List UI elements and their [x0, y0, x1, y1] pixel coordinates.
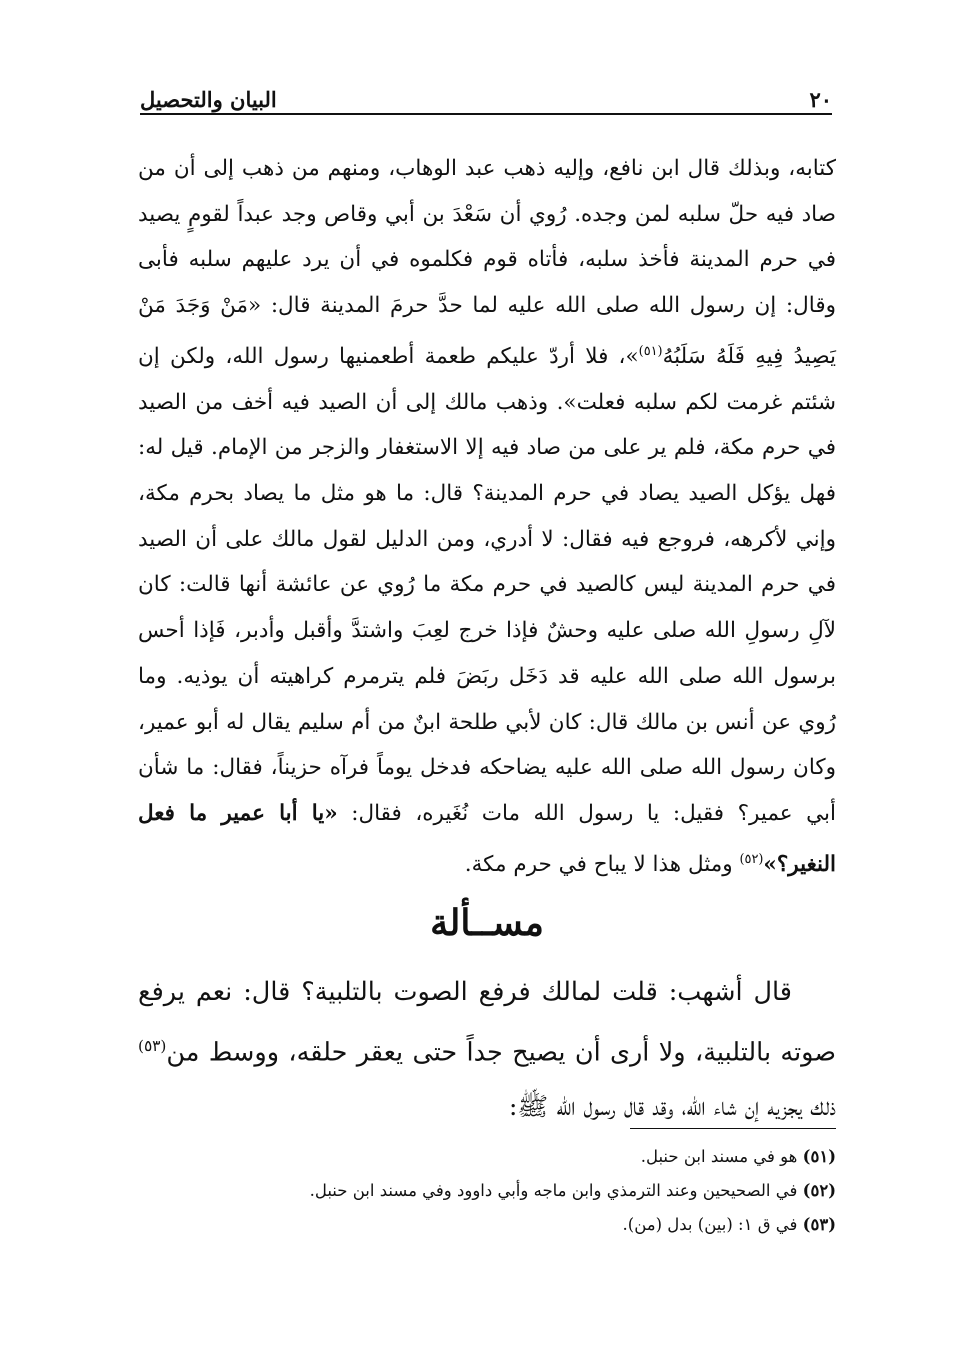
body-text-part-3: ومثل هذا لا يباح في حرم مكة.: [464, 851, 740, 877]
body-text-part-1: كتابه، وبذلك قال ابن نافع، وإليه ذهب عبد الوهاب، ومنهم من ذهب إلى أن من صاد فيه حلّ سلبه لمن وجده. رُوي أن سَعْدَ بن أبي وقاص وجد عبداً لقومٍ يصيد في حرم المدينة فأخذ سلبه، فأتاه قوم فكلموه في أن يرد عليهم سلبه فأبى وقال: إن رسول الله صلى الله عليه لما حدَّ حرمَ المدينة قال: «مَنْ وَجَدَ مَنْ يَصِيدُ فِيهِ فَلَهُ سَلَبُهُ: [138, 156, 836, 369]
main-paragraph: [138, 146, 836, 888]
footnote-ref-51: (٥١): [638, 343, 663, 359]
section-paragraph: [138, 965, 836, 1134]
footnote-item: [138, 1174, 836, 1208]
footnote-text: في ق ١: (بين) بدل (من).: [622, 1215, 803, 1234]
footnote-item: [138, 1140, 836, 1174]
footnote-text: هو في مسند ابن حنبل.: [640, 1147, 803, 1166]
section-heading: مســألة: [430, 902, 544, 944]
hadith-quote: «يا أبا عمير ما فعل النغير؟»: [138, 801, 836, 877]
footnote-number: (٥٢): [802, 1181, 836, 1200]
footnote-ref-53: (٥٣): [138, 1037, 167, 1055]
footnote-ref-52: (٥٢): [739, 851, 764, 867]
footnote-number: (٥١): [802, 1147, 836, 1166]
footnotes: [138, 1140, 836, 1242]
page-number: ٢٠: [809, 87, 832, 112]
running-title: البيان والتحصيل: [140, 87, 277, 112]
footnote-text: في الصحيحين وعند الترمذي وابن ماجه وأبي داوود وفي مسند ابن حنبل.: [309, 1181, 803, 1200]
footnote-number: (٥٣): [802, 1215, 836, 1234]
section-body-text: [138, 965, 836, 1134]
page-header: [140, 72, 832, 112]
header-rule: [140, 113, 832, 115]
footnote-separator: [630, 1128, 836, 1129]
section-text-part-1: قال أشهب: قلت لمالك فرفع الصوت بالتلبية؟ قال: نعم يرفع صوته بالتلبية، ولا أرى أن يصيح جداً حتى يعقر حلقه، ووسط من: [138, 977, 836, 1068]
main-body-text: [138, 146, 836, 888]
section-text-part-2: ذلك يجزيه إن شاء الله، وقد قال رسول الله ﷺ:: [508, 1091, 836, 1122]
footnote-item: [138, 1208, 836, 1242]
body-text-part-2: »، فلا أردّ عليكم طعمة أطعمنيها رسول الله، ولكن إن شئتم غرمت لكم سلبه فعلت». وذهب مالك إلى أن الصيد فيه أخف من الصيد في حرم مكة، فلم ير على من صاد فيه إلا الاستغفار والزجر من الإمام. قيل له: فهل يؤكل الصيد يصاد في حرم المدينة؟ قال: ما هو مثل ما يصاد بحرم مكة، وإني لأكرهه، فروجع فيه فقال: لا أدري، ومن الدليل لقول مالك على أن الصيد في حرم المدينة ليس كالصيد في حرم مكة ما رُوي عن عائشة أنها قالت: كان لآلِ رسولِ الله صلى عليه وحشٌ فإذا خرج لعِبَ واشتدَّ وأقبل وأدبر، فَإذا أحس برسول الله صلى الله عليه قد دَخَل ربَضَ فلم يترمرم كراهيته أن يوذيه. وما رُوي عن أنس بن مالك قال: كان لأبي طلحة ابنٌ من أم سليم يقال له أبو عمير، وكان رسول الله صلى الله عليه يضاحكه فدخل يوماً فرآه حزيناً، فقال: ما شأن أبي عمير؟ فقيل: يا رسول الله مات نُغَيره، فقال:: [138, 343, 836, 826]
